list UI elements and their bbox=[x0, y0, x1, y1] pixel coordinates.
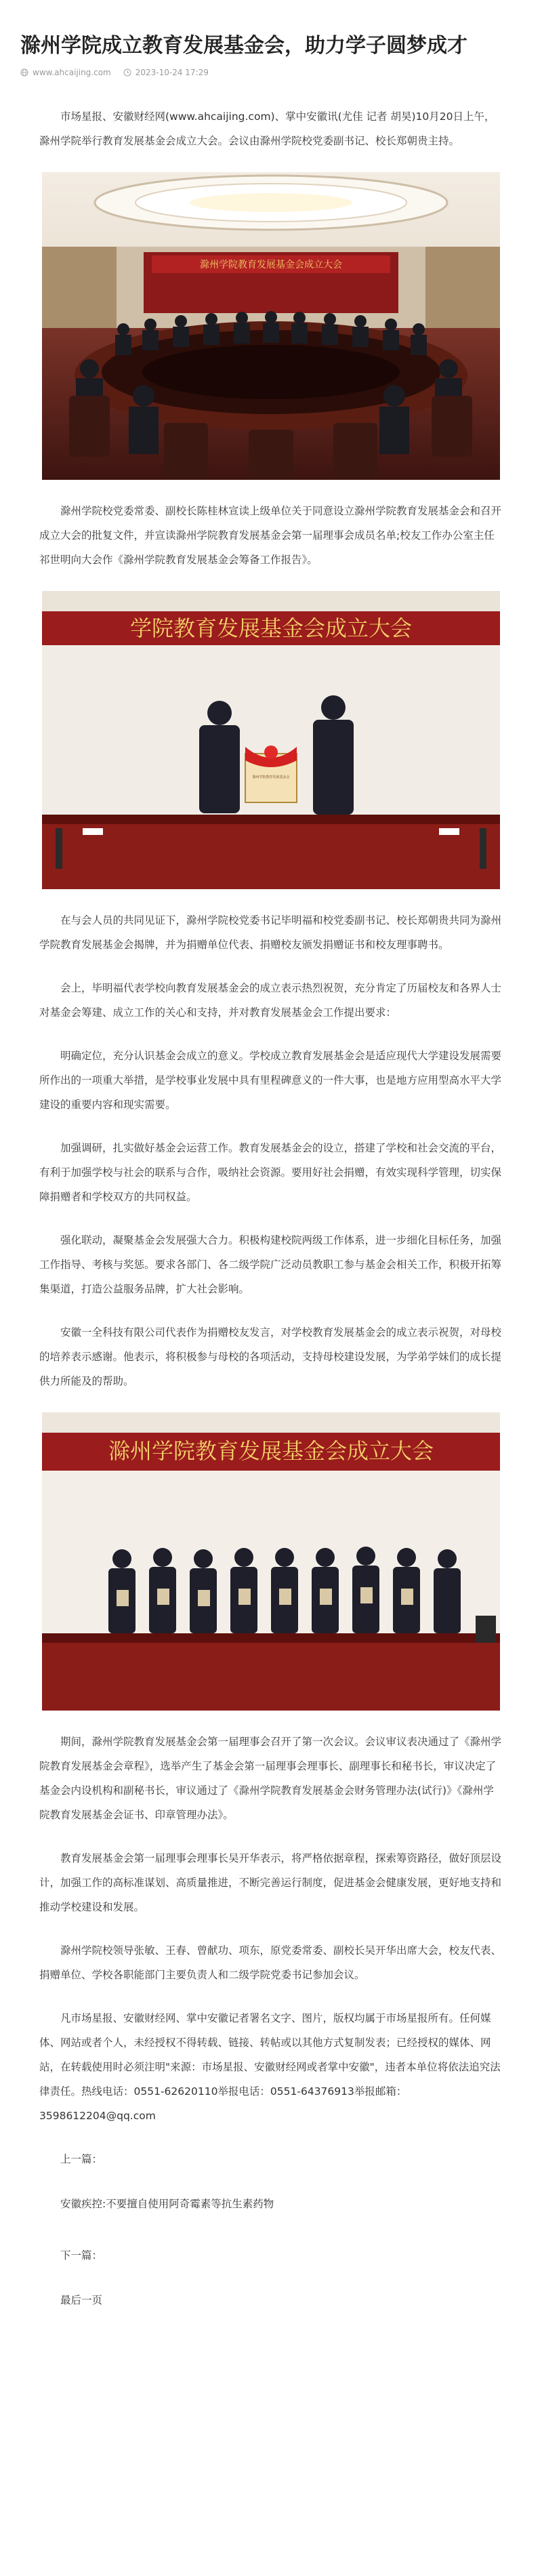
banner-text: 滁州学院教育发展基金会成立大会 bbox=[200, 260, 342, 270]
article-navigation bbox=[39, 2147, 503, 2312]
next-article-link: 最后一页 bbox=[60, 2294, 103, 2306]
paragraph: 强化联动，凝聚基金会发展强大合力。积极构建校院两级工作体系，进一步细化目标任务，加强工作指导、考核与奖惩。要求各部门、各二级学院广泛动员教职工参与基金会相关工作，积极开拓筹集渠道，打造公益服务品牌，扩大社会影响。 bbox=[39, 1234, 502, 1295]
paragraph: 滁州学院校领导张敏、王春、曾献功、项东，原党委常委、副校长吴开华出席大会，校友代表、捐赠单位、学校各职能部门主要负责人和二级学院党委书记参加会议。 bbox=[39, 1944, 502, 1981]
meeting-room-photo bbox=[42, 172, 500, 480]
prev-article-link[interactable]: 安徽疾控:不要擅自使用阿奇霉素等抗生素药物 bbox=[60, 2198, 274, 2210]
paragraph: 期间，滁州学院教育发展基金会第一届理事会召开了第一次会议。会议审议表决通过了《滁州学院教育发展基金会章程》，选举产生了基金会第一届理事会理事长、副理事长和秘书长，审议决定了基金会内设机构和副秘书长，审议通过了《滁州学院教育发展基金会财务管理办法(试行)》《滁州学院教育发展基金会证书、印章管理办法》。 bbox=[39, 1736, 502, 1821]
paragraph: 会上，毕明福代表学校向教育发展基金会的成立表示热烈祝贺，充分肯定了历届校友和各界人士对基金会筹建、成立工作的关心和支持，并对教育发展基金会工作提出要求： bbox=[39, 982, 502, 1019]
article bbox=[20, 0, 522, 2312]
paragraph: 明确定位，充分认识基金会成立的意义。学校成立教育发展基金会是适应现代大学建设发展需要所作出的一项重大举措，是学校事业发展中具有里程碑意义的一件大事，也是地方应用型高水平大学建设的重要内容和现实需要。 bbox=[39, 1050, 502, 1111]
paragraph: 滁州学院校党委常委、副校长陈桂林宣读上级单位关于同意设立滁州学院教育发展基金会和召开成立大会的批复文件，并宣读滁州学院教育发展基金会第一届理事会成员名单;校友工作办公室主任祁世明向大会作《滁州学院教育发展基金会筹备工作报告》。 bbox=[39, 505, 502, 566]
plaque-unveiling-photo bbox=[42, 591, 500, 889]
copyright-notice: 凡市场星报、安徽财经网、掌中安徽记者署名文字、图片，版权均属于市场星报所有。任何媒体、网站或者个人，未经授权不得转载、链接、转帖或以其他方式复制发表；已经授权的媒体、网站，在转载使用时必须注明"来源：市场星报、安徽财经网或者掌中安徽"，违者本单位将依法追究法律责任。热线电话：0551-62620110举报电话：0551-64376913举报邮箱：3598612204@qq.com bbox=[39, 2012, 501, 2122]
plaque-text: 滁州学院教育发展基金会 bbox=[252, 775, 290, 779]
paragraph: 教育发展基金会第一届理事会理事长吴开华表示，将严格依据章程，探索筹资路径，做好顶层设计，加强工作的高标准谋划、高质量推进，不断完善运行制度，促进基金会健康发展，更好地支持和推动学校建设和发展。 bbox=[39, 1852, 502, 1913]
clock-icon bbox=[123, 68, 131, 77]
certificates-group-photo bbox=[42, 1412, 500, 1711]
source-info bbox=[20, 68, 111, 77]
paragraph: 安徽一全科技有限公司代表作为捐赠校友发言，对学校教育发展基金会的成立表示祝贺，对母校的培养表示感谢。他表示，将积极参与母校的各项活动，支持母校建设发展，为学弟学妹们的成长提供力所能及的帮助。 bbox=[39, 1326, 502, 1387]
paragraph: 市场星报、安徽财经网(www.ahcaijing.com)、掌中安徽讯(尤佳 记者 胡昊)10月20日上午，滁州学院举行教育发展基金会成立大会。会议由滁州学院校党委副书记、校长郑朝贵主持。 bbox=[39, 110, 495, 147]
next-label: 下一篇： bbox=[60, 2249, 103, 2262]
banner-text: 滁州学院教育发展基金会成立大会 bbox=[108, 1438, 434, 1464]
article-title: 滁州学院成立教育发展基金会，助力学子圆梦成才 bbox=[20, 34, 467, 58]
time-info bbox=[123, 68, 209, 77]
source-link[interactable]: www.ahcaijing.com bbox=[33, 68, 111, 77]
paragraph: 加强调研，扎实做好基金会运营工作。教育发展基金会的设立，搭建了学校和社会交流的平台，有利于加强学校与社会的联系与合作，吸纳社会资源。要用好社会捐赠，有效实现科学管理，切实保障捐赠者和学校双方的共同权益。 bbox=[39, 1142, 502, 1203]
prev-label: 上一篇： bbox=[60, 2153, 103, 2165]
banner-text: 学院教育发展基金会成立大会 bbox=[129, 615, 413, 641]
paragraph: 在与会人员的共同见证下，滁州学院校党委书记毕明福和校党委副书记、校长郑朝贵共同为滁州学院教育发展基金会揭牌，并为捐赠单位代表、捐赠校友颁发捐赠证书和校友理事聘书。 bbox=[39, 914, 502, 951]
publish-time: 2023-10-24 17:29 bbox=[135, 68, 209, 77]
article-meta bbox=[20, 68, 522, 77]
globe-icon bbox=[20, 68, 28, 77]
